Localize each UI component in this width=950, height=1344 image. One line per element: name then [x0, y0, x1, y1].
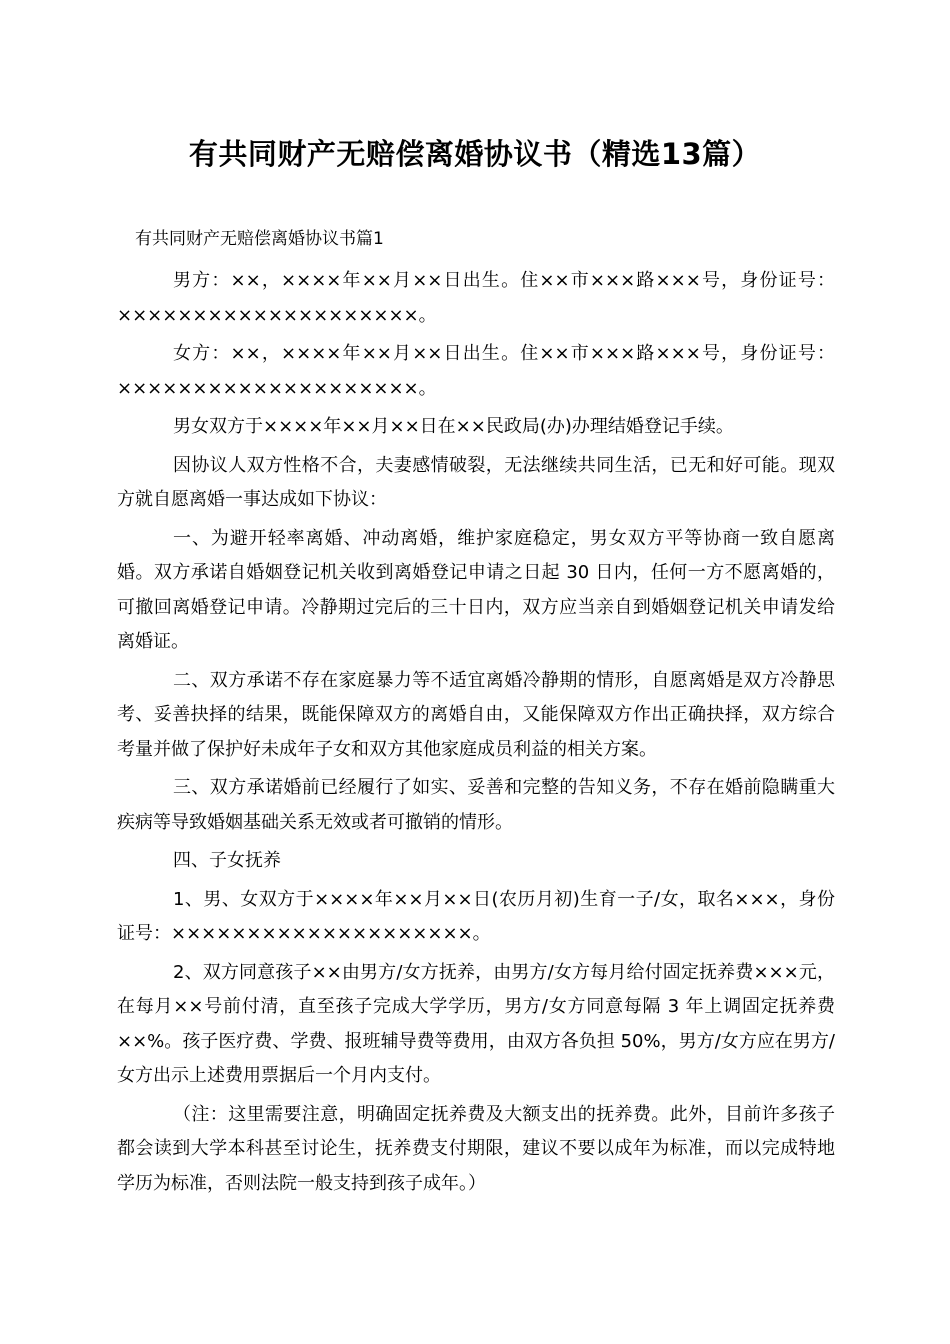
paragraph-female-party: 女方：××，××××年××月××日出生。住××市×××路×××号，身份证号：××××××××××××××××××××。 [117, 343, 835, 399]
paragraph-male-party: 男方：××，××××年××月××日出生。住××市×××路×××号，身份证号：××××××××××××××××××××。 [117, 270, 835, 326]
paragraph-clause-2: 二、双方承诺不存在家庭暴力等不适宜离婚冷静期的情形，自愿离婚是双方冷静思考、妥善抉择的结果，既能保障双方的离婚自由，又能保障双方作出正确抉择，双方综合考量并做了保护好未成年子女和双方其他家庭成员利益的相关方案。 [117, 669, 835, 760]
paragraph-child-support: 2、双方同意孩子××由男方/女方抚养，由男方/女方每月给付固定抚养费×××元，在每月××号前付清，直至孩子完成大学学历，男方/女方同意每隔 3 年上调固定抚养费××%。孩子医疗费、学费、报班辅导费等费用，由双方各负担 50%，男方/女方应在男方/女方出示上述费用票据后一个月内支付。 [117, 961, 835, 1086]
paragraph-note: （注：这里需要注意，明确固定抚养费及大额支出的抚养费。此外，目前许多孩子都会读到大学本科甚至讨论生，抚养费支付期限，建议不要以成年为标准，而以完成特地学历为标准，否则法院一般支持到孩子成年。） [117, 1103, 835, 1194]
paragraph-clause-4-heading: 四、子女抚养 [173, 850, 281, 871]
paragraph-clause-3: 三、双方承诺婚前已经履行了如实、妥善和完整的告知义务，不存在婚前隐瞒重大疾病等导致婚姻基础关系无效或者可撤销的情形。 [117, 777, 835, 833]
paragraph-marriage-registration: 男女双方于××××年××月××日在××民政局(办)办理结婚登记手续。 [173, 416, 734, 437]
paragraph-clause-1: 一、为避开轻率离婚、冲动离婚，维护家庭稳定，男女双方平等协商一致自愿离婚。双方承诺自婚姻登记机关收到离婚登记申请之日起 30 日内，任何一方不愿离婚的，可撤回离婚登记申请。冷静期过完后的三十日内，双方应当亲自到婚姻登记机关申请发给离婚证。 [117, 527, 835, 652]
paragraph-reason: 因协议人双方性格不合，夫妻感情破裂，无法继续共同生活，已无和好可能。现双方就自愿离婚一事达成如下协议： [117, 454, 835, 510]
document-body [117, 226, 835, 1205]
paragraph-child-birth: 1、男、女双方于××××年××月××日(农历月初)生育一子/女，取名×××，身份证号：××××××××××××××××××××。 [117, 888, 835, 944]
section-heading: 有共同财产无赔偿离婚协议书篇1 [135, 229, 384, 249]
document-title: 有共同财产无赔偿离婚协议书（精选13篇） [188, 137, 762, 171]
